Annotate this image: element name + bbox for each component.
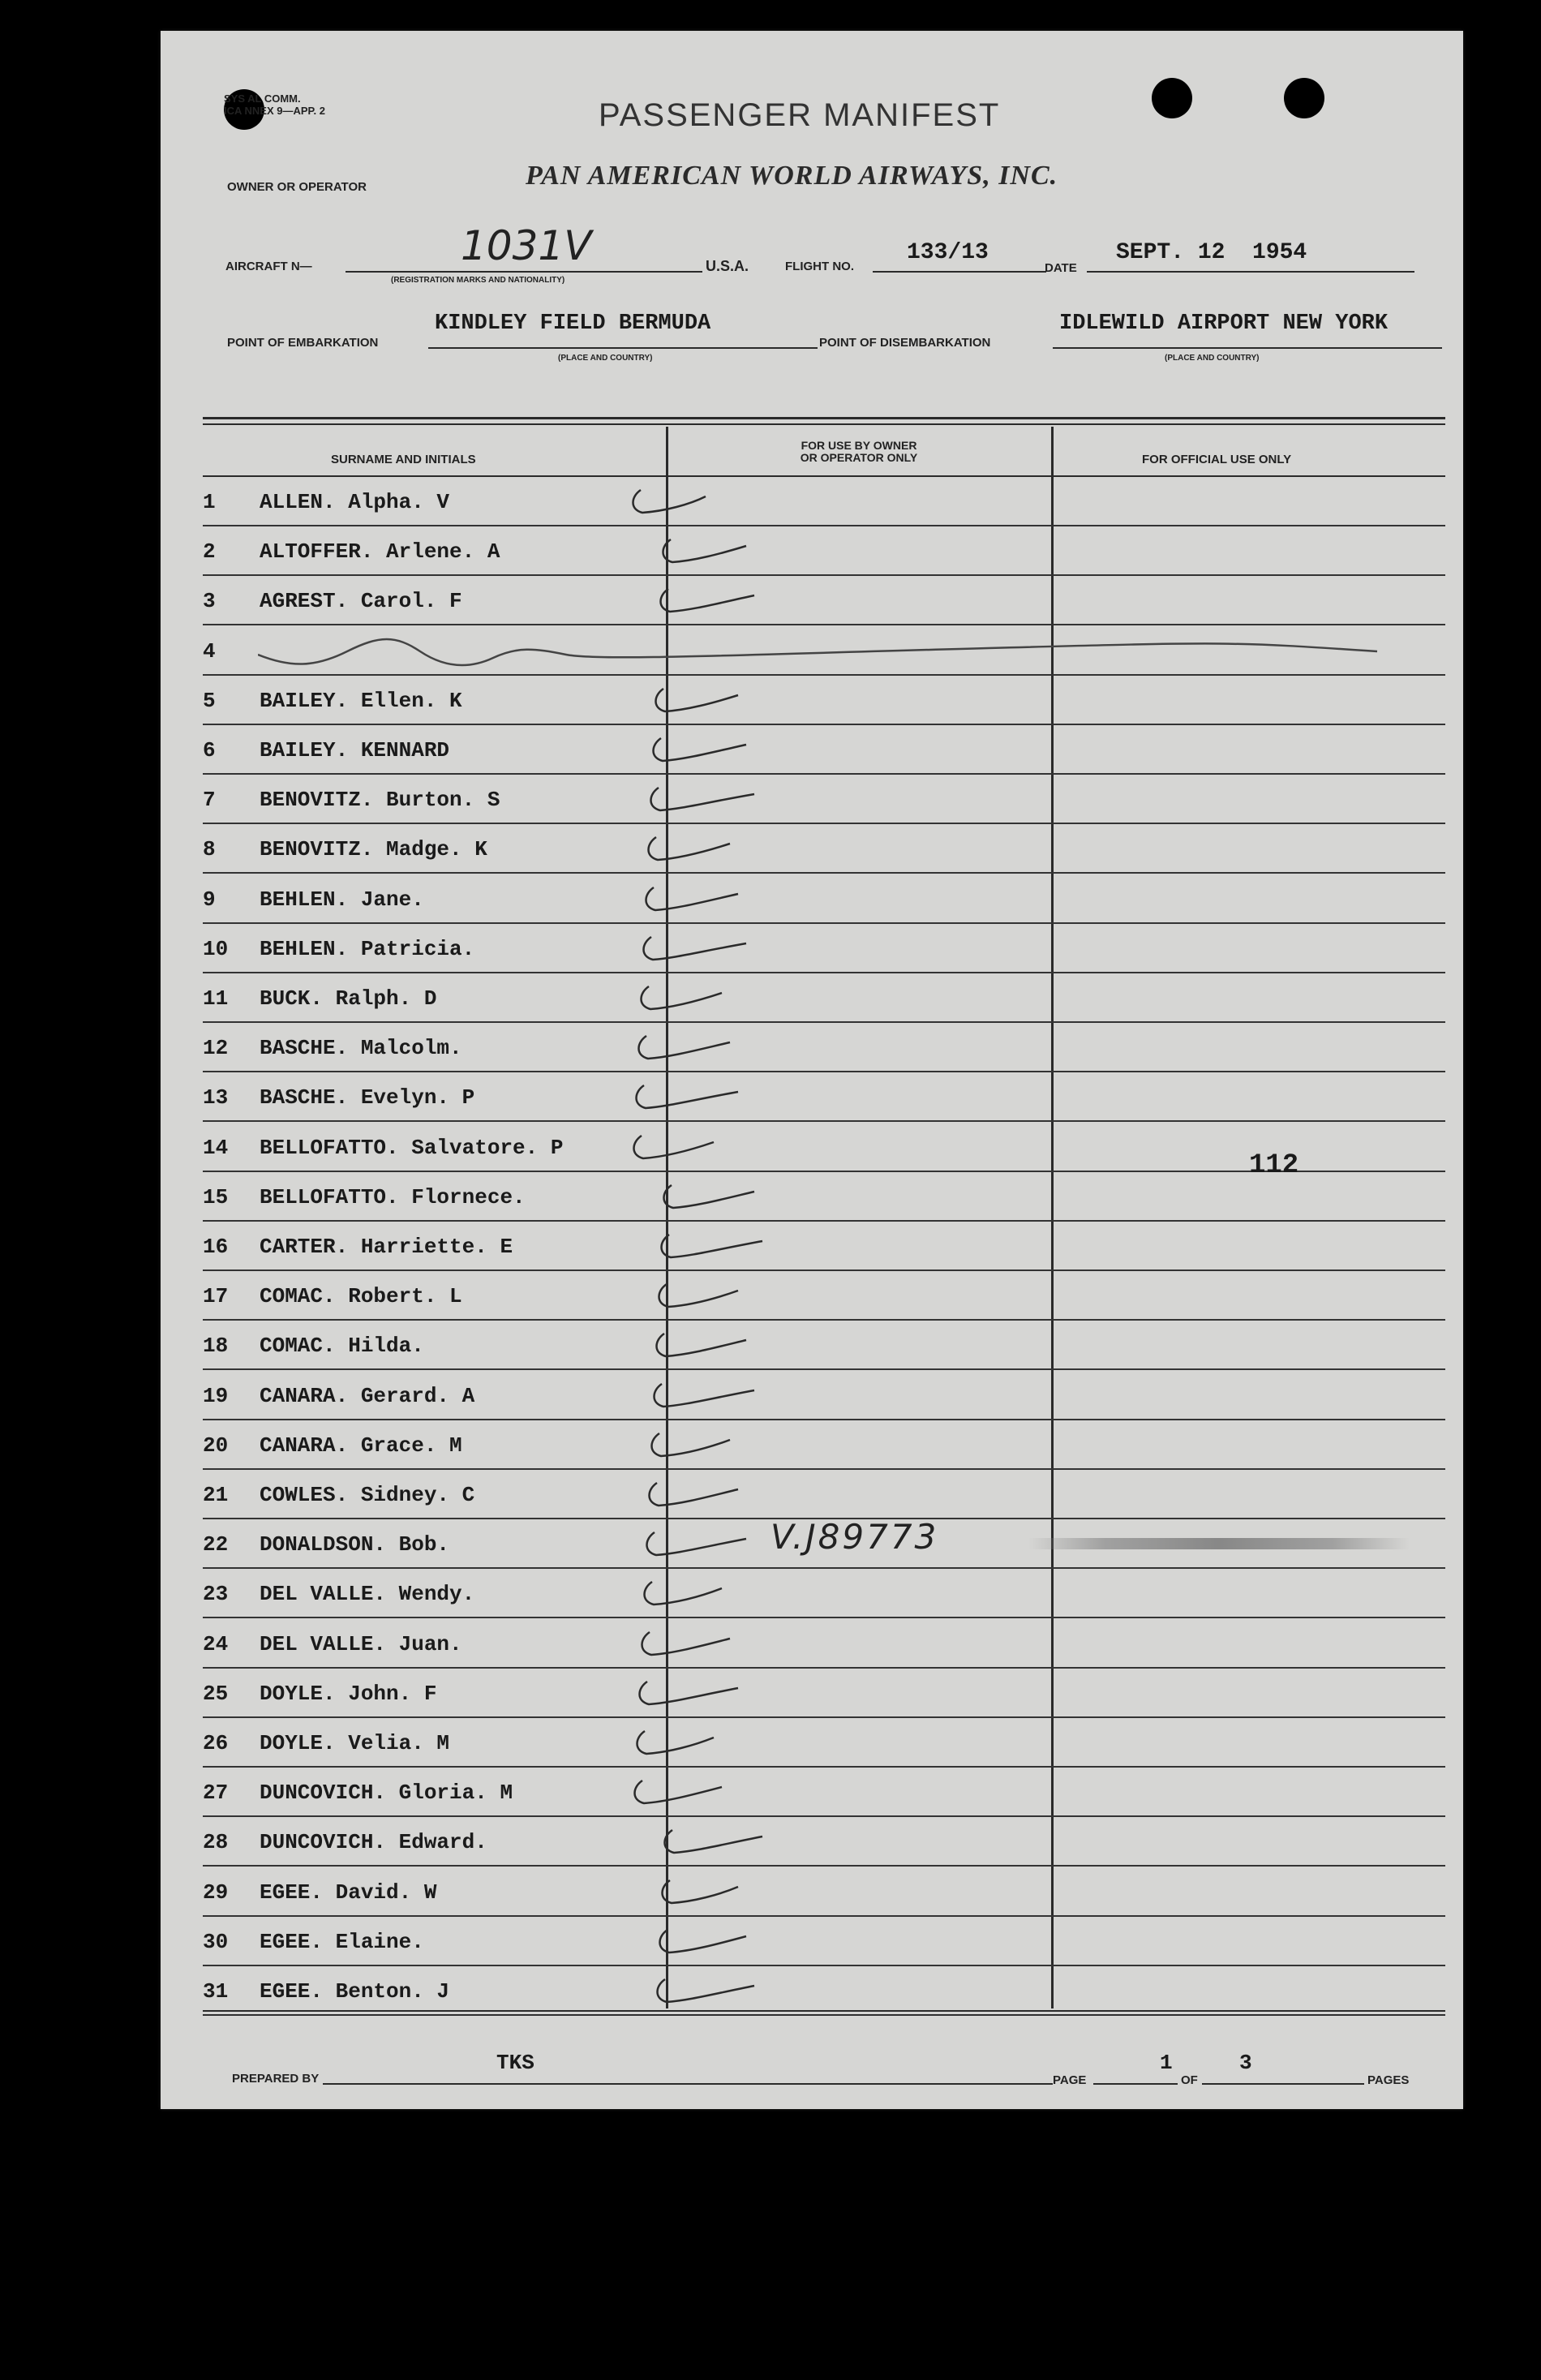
row-number: 19 — [203, 1383, 229, 1408]
row-number: 26 — [203, 1731, 229, 1755]
row-number: 14 — [203, 1135, 229, 1160]
stamp-line-2: ICA NNEX 9—APP. 2 — [224, 105, 325, 117]
aircraft-underline — [346, 271, 702, 273]
passenger-name: CANARA. Gerard. A — [260, 1383, 475, 1408]
row-number: 10 — [203, 936, 229, 961]
col-header-owner — [774, 440, 944, 464]
embark-underline — [428, 347, 818, 349]
check-mark-icon — [656, 1822, 770, 1862]
check-mark-icon — [650, 1276, 764, 1317]
aircraft-label: AIRCRAFT N— — [225, 260, 312, 273]
check-mark-icon — [625, 1128, 739, 1168]
check-mark-icon — [625, 482, 738, 522]
row-number: 5 — [203, 688, 216, 713]
row-number: 30 — [203, 1929, 229, 1954]
table-top-rule-2 — [203, 423, 1445, 425]
passenger-name: BUCK. Ralph. D — [260, 986, 437, 1011]
check-mark-icon — [648, 1325, 762, 1366]
row-number: 21 — [203, 1483, 229, 1507]
table-row — [203, 1966, 1445, 2016]
form-title: PASSENGER MANIFEST — [599, 97, 1001, 133]
page-label: PAGE — [1053, 2073, 1087, 2087]
check-mark-icon — [655, 531, 768, 572]
col-header-official: FOR OFFICIAL USE ONLY — [1142, 453, 1292, 466]
row-number: 13 — [203, 1085, 229, 1111]
check-mark-icon — [626, 1772, 740, 1813]
table-row — [203, 1619, 1445, 1669]
check-mark-icon — [647, 681, 761, 721]
row-number: 24 — [203, 1631, 229, 1656]
table-row — [203, 725, 1445, 775]
passenger-name: EGEE. David. W — [260, 1880, 437, 1905]
table-row — [203, 1669, 1445, 1718]
row-number: 4 — [203, 638, 216, 664]
table-row — [203, 1072, 1445, 1122]
passenger-name: COMAC. Hilda. — [260, 1334, 424, 1359]
punch-hole-right-2 — [1284, 78, 1324, 118]
table-row — [203, 1768, 1445, 1817]
passenger-name: CARTER. Harriette. E — [260, 1235, 513, 1259]
table-row — [203, 775, 1445, 824]
table-row — [203, 924, 1445, 973]
check-mark-icon — [633, 978, 746, 1019]
usa-label: U.S.A. — [706, 258, 749, 274]
col-header-owner-line2: OR OPERATOR ONLY — [800, 451, 918, 464]
check-mark-icon — [638, 1524, 752, 1565]
of-underline — [1202, 2083, 1364, 2085]
aircraft-value: 1031V — [461, 222, 592, 269]
row-number: 1 — [203, 490, 216, 514]
row-number: 6 — [203, 738, 216, 763]
registration-note: (REGISTRATION MARKS AND NATIONALITY) — [391, 276, 565, 285]
prepared-value: TKS — [496, 2051, 534, 2075]
row-number: 27 — [203, 1781, 229, 1806]
passenger-name: BENOVITZ. Madge. K — [260, 837, 487, 862]
row-number: 28 — [203, 1830, 229, 1855]
stamp-line-1: SYS AL COMM. — [224, 92, 301, 105]
check-mark-icon — [630, 1028, 744, 1068]
table-row — [203, 874, 1445, 924]
of-label: OF — [1181, 2073, 1198, 2087]
row-number: 23 — [203, 1582, 229, 1607]
row-number: 22 — [203, 1532, 229, 1557]
passenger-name: DOYLE. John. F — [260, 1681, 437, 1706]
row-number: 11 — [203, 986, 229, 1011]
check-mark-icon — [643, 1425, 757, 1466]
passenger-name: BELLOFATTO. Flornece. — [260, 1184, 526, 1209]
disembark-note: (PLACE AND COUNTRY) — [1165, 354, 1260, 363]
table-row — [203, 1569, 1445, 1618]
table-row — [203, 1420, 1445, 1470]
passenger-name: DEL VALLE. Juan. — [260, 1631, 462, 1656]
row-number: 3 — [203, 589, 216, 614]
check-mark-icon — [633, 1624, 747, 1665]
check-mark-icon — [653, 1227, 766, 1267]
date-value: SEPT. 12 1954 — [1116, 240, 1307, 265]
check-mark-icon — [649, 1971, 762, 2012]
row14-official-note: 112 — [1249, 1150, 1299, 1181]
row-number: 2 — [203, 539, 216, 565]
passenger-name: DUNCOVICH. Edward. — [260, 1830, 487, 1855]
punch-hole-right-1 — [1152, 78, 1192, 118]
table-row — [203, 1470, 1445, 1519]
row-number: 29 — [203, 1880, 229, 1905]
date-label: DATE — [1045, 261, 1077, 275]
col-header-owner-line1: FOR USE BY OWNER — [801, 439, 917, 452]
passenger-name: EGEE. Elaine. — [260, 1929, 424, 1954]
check-mark-icon — [645, 730, 758, 771]
table-row — [203, 576, 1445, 625]
check-mark-icon — [652, 581, 766, 621]
disembark-value: IDLEWILD AIRPORT NEW YORK — [1059, 311, 1389, 336]
check-mark-icon — [655, 1177, 769, 1218]
passenger-name: BEHLEN. Patricia. — [260, 936, 475, 961]
prepared-label: PREPARED BY — [232, 2072, 320, 2086]
row4-strike-line — [258, 627, 1393, 676]
passenger-name: AGREST. Carol. F — [260, 589, 462, 614]
passenger-name: DONALDSON. Bob. — [260, 1532, 450, 1557]
of-value: 3 — [1239, 2051, 1252, 2075]
embark-label: POINT OF EMBARKATION — [227, 336, 379, 350]
check-mark-icon — [637, 879, 751, 920]
table-row — [203, 1817, 1445, 1867]
table-row — [203, 1222, 1445, 1271]
check-mark-icon — [636, 1574, 749, 1614]
check-mark-icon — [641, 1475, 754, 1515]
passenger-name: BAILEY. Ellen. K — [260, 688, 462, 713]
table-row — [203, 477, 1445, 526]
disembark-label: POINT OF DISEMBARKATION — [819, 336, 991, 350]
check-mark-icon — [642, 780, 756, 820]
manifest-sheet — [161, 31, 1463, 2109]
table-row — [203, 1718, 1445, 1768]
passenger-name: BASCHE. Malcolm. — [260, 1036, 462, 1061]
passenger-name: DEL VALLE. Wendy. — [260, 1582, 475, 1607]
passenger-name: DOYLE. Velia. M — [260, 1731, 450, 1755]
table-row — [203, 824, 1445, 874]
table-row — [203, 1321, 1445, 1370]
embark-note: (PLACE AND COUNTRY) — [558, 354, 653, 363]
flight-label: FLIGHT NO. — [785, 260, 854, 273]
airline-name: PAN AMERICAN WORLD AIRWAYS, INC. — [526, 161, 1058, 191]
check-mark-icon — [635, 929, 749, 969]
check-mark-icon — [646, 1376, 759, 1416]
table-row — [203, 526, 1445, 576]
row-number: 8 — [203, 837, 216, 862]
table-row — [203, 1271, 1445, 1321]
table-row — [203, 1917, 1445, 1966]
check-mark-icon — [654, 1872, 767, 1913]
flight-underline — [873, 271, 1046, 273]
row-number: 9 — [203, 887, 216, 912]
row-number: 20 — [203, 1433, 229, 1458]
disembark-underline — [1053, 347, 1442, 349]
passenger-name: BAILEY. KENNARD — [260, 738, 450, 763]
owner-label: OWNER OR OPERATOR — [227, 180, 367, 194]
row-number: 31 — [203, 1979, 229, 2004]
passenger-name: COMAC. Robert. L — [260, 1284, 462, 1309]
footer-rule-2 — [203, 2015, 1445, 2016]
pages-label: PAGES — [1367, 2073, 1410, 2087]
form-stamp — [224, 92, 325, 117]
table-row — [203, 1023, 1445, 1072]
table-top-rule — [203, 417, 1445, 419]
footer-rule — [203, 2010, 1445, 2012]
passenger-name: ALLEN. Alpha. V — [260, 490, 450, 514]
table-row — [203, 1371, 1445, 1420]
table-row — [203, 973, 1445, 1023]
row-number: 15 — [203, 1184, 229, 1209]
check-mark-icon — [640, 829, 753, 870]
passenger-name: BEHLEN. Jane. — [260, 887, 424, 912]
check-mark-icon — [629, 1723, 742, 1764]
table-row — [203, 1867, 1445, 1917]
passenger-name: ALTOFFER. Arlene. A — [260, 539, 500, 565]
passenger-name: BENOVITZ. Burton. S — [260, 788, 500, 813]
passenger-name: BELLOFATTO. Salvatore. P — [260, 1135, 564, 1160]
passenger-name: EGEE. Benton. J — [260, 1979, 450, 2004]
date-underline — [1087, 271, 1414, 273]
col-header-surname: SURNAME AND INITIALS — [331, 453, 476, 466]
row-number: 16 — [203, 1235, 229, 1259]
passenger-name: COWLES. Sidney. C — [260, 1483, 475, 1507]
row22-official-smudge — [1028, 1538, 1410, 1549]
row-number: 25 — [203, 1681, 229, 1706]
embark-value: KINDLEY FIELD BERMUDA — [435, 311, 711, 336]
table-row — [203, 676, 1445, 725]
passenger-name: BASCHE. Evelyn. P — [260, 1085, 475, 1111]
row22-owner-note: V.J89773 — [770, 1517, 939, 1557]
row-number: 7 — [203, 788, 216, 813]
page-underline — [1093, 2083, 1178, 2085]
check-mark-icon — [631, 1673, 745, 1714]
row-number: 18 — [203, 1334, 229, 1359]
flight-value: 133/13 — [907, 240, 989, 265]
row-number: 12 — [203, 1036, 229, 1061]
passenger-name: CANARA. Grace. M — [260, 1433, 462, 1458]
check-mark-icon — [628, 1077, 741, 1118]
page-value: 1 — [1160, 2051, 1173, 2075]
passenger-name: DUNCOVICH. Gloria. M — [260, 1781, 513, 1806]
row-number: 17 — [203, 1284, 229, 1309]
check-mark-icon — [651, 1922, 765, 1962]
prepared-underline — [323, 2083, 1053, 2085]
